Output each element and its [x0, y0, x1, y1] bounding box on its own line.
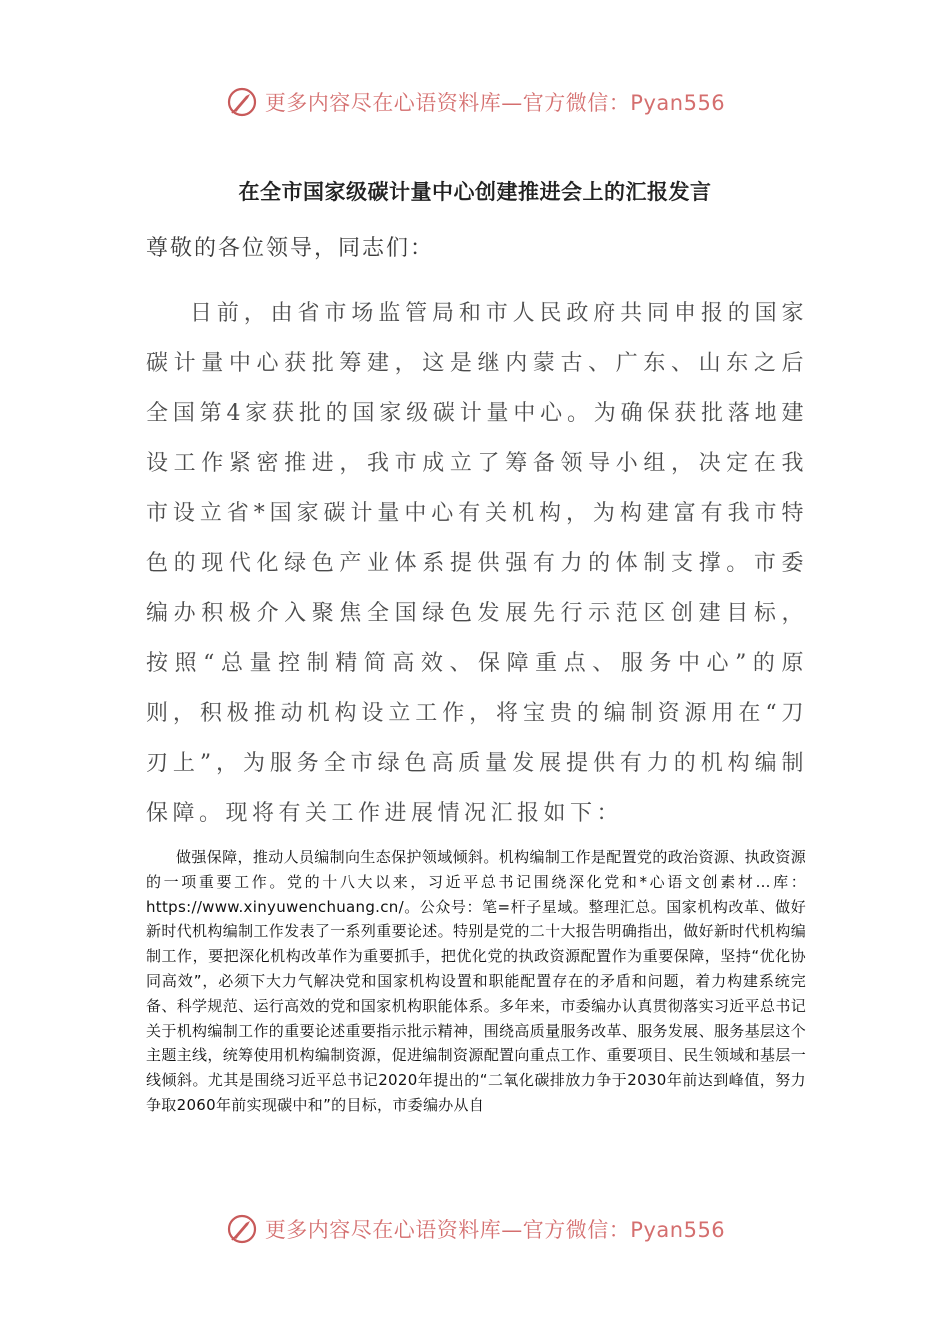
watermark-text: 更多内容尽在心语资料库—官方微信：Pyan556	[264, 1218, 726, 1242]
pen-nib-circle-icon	[225, 85, 259, 119]
body-paragraph-2: 做强保障，推动人员编制向生态保护领域倾斜。机构编制工作是配置党的政治资源、执政资源的一项重要工作。党的十八大以来，习近平总书记围绕深化党和*心语文创素材…库：https://www.xinyuwenchuang.cn/。公众号：笔=杆子星域。整理汇总。国家机构改革、做好新时代机构编制工作发表了一系列重要论述。特别是党的二十大报告明确指出，做好新时代机构编制工作，要把深化机构改革作为重要抓手，把优化党的执政资源配置作为重要保障，坚持“优化协同高效”，必须下大力气解决党和国家机构设置和职能配置存在的矛盾和问题，着力构建系统完备、科学规范、运行高效的党和国家机构职能体系。多年来，市委编办认真贯彻落实习近平总书记关于机构编制工作的重要论述重要指示批示精神，围绕高质量服务改革、服务发展、服务基层这个主题主线，统筹使用机构编制资源，促进编制资源配置向重点工作、重要项目、民生领域和基层一线倾斜。尤其是围绕习近平总书记2020年提出的“二氧化碳排放力争于2030年前达到峰值，努力争取2060年前实现碳中和”的目标，市委编办从自	[146, 848, 806, 1114]
pen-nib-circle-icon	[225, 1212, 259, 1246]
watermark-text: 更多内容尽在心语资料库—官方微信：Pyan556	[264, 91, 726, 115]
salutation: 尊敬的各位领导，同志们：	[146, 236, 435, 261]
watermark-footer	[0, 1209, 950, 1249]
document-title: 在全市国家级碳计量中心创建推进会上的汇报发言	[238, 180, 712, 204]
watermark-header	[0, 82, 950, 122]
body-paragraph-1: 日前，由省市场监管局和市人民政府共同申报的国家碳计量中心获批筹建，这是继内蒙古、广东、山东之后全国第4家获批的国家级碳计量中心。为确保获批落地建设工作紧密推进，我市成立了筹备领导小组，决定在我市设立省*国家碳计量中心有关机构，为构建富有我市特色的现代化绿色产业体系提供强有力的体制支撑。市委编办积极介入聚焦全国绿色发展先行示范区创建目标，按照“总量控制精简高效、保障重点、服务中心”的原则，积极推动机构设立工作，将宝贵的编制资源用在“刀刃上”，为服务全市绿色高质量发展提供有力的机构编制保障。现将有关工作进展情况汇报如下：	[146, 301, 808, 826]
